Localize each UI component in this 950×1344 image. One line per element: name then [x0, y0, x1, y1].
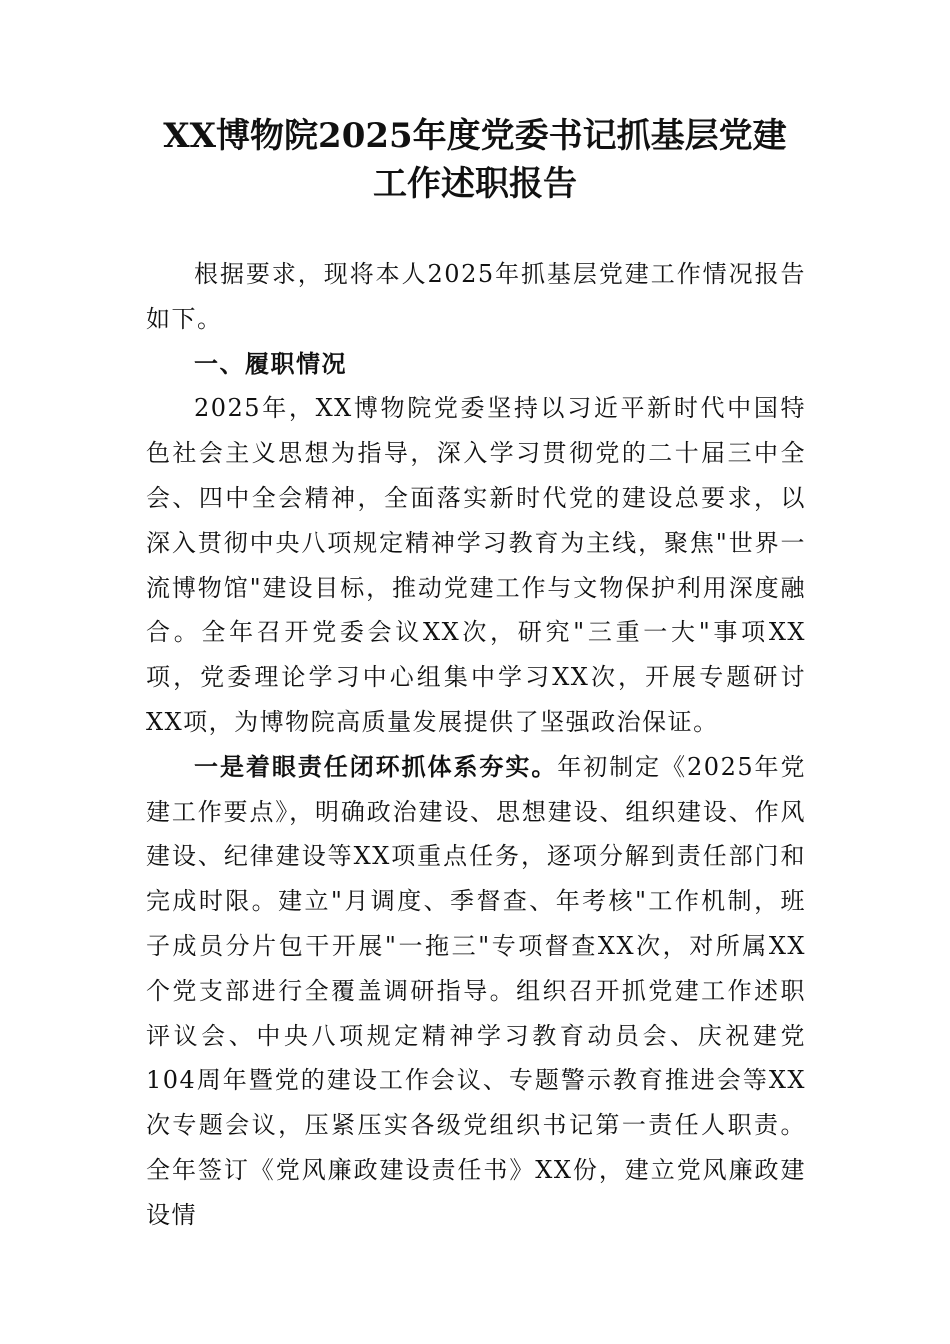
section-heading: 一、履职情况: [194, 348, 347, 378]
overview-paragraph: 2025年，XX博物院党委坚持以习近平新时代中国特色社会主义思想为指导，深入学习贯彻党的二十届三中全会、四中全会精神，全面落实新时代党的建设总要求，以深入贯彻中央八项规定精神学习教育为主线，聚焦"世界一流博物馆"建设目标，推动党建工作与文物保护利用深度融合。全年召开党委会议XX次，研究"三重一大"事项XX项，党委理论学习中心组集中学习XX次，开展专题研讨XX项，为博物院高质量发展提供了坚强政治保证。: [146, 394, 806, 736]
title-line-2: 工作述职报告: [373, 164, 577, 204]
intro-paragraph: 根据要求，现将本人2025年抓基层党建工作情况报告如下。: [146, 260, 806, 333]
responsibility-paragraph: [146, 745, 806, 1238]
title-line-1: XX博物院2025年度党委书记抓基层党建: [163, 116, 787, 156]
document-title: [100, 112, 850, 208]
paragraph-lead: 一是着眼责任闭环抓体系夯实。: [194, 751, 558, 781]
document-body: [146, 252, 806, 1238]
paragraph-body: 年初制定《2025年党建工作要点》，明确政治建设、思想建设、组织建设、作风建设、纪律建设等XX项重点任务，逐项分解到责任部门和完成时限。建立"月调度、季督查、年考核"工作机制，班子成员分片包干开展"一拖三"专项督查XX次，对所属XX个党支部进行全覆盖调研指导。组织召开抓党建工作述职评议会、中央八项规定精神学习教育动员会、庆祝建党104周年暨党的建设工作会议、专题警示教育推进会等XX次专题会议，压紧压实各级党组织书记第一责任人职责。全年签订《党风廉政建设责任书》XX份，建立党风廉政建设情: [146, 752, 806, 1229]
